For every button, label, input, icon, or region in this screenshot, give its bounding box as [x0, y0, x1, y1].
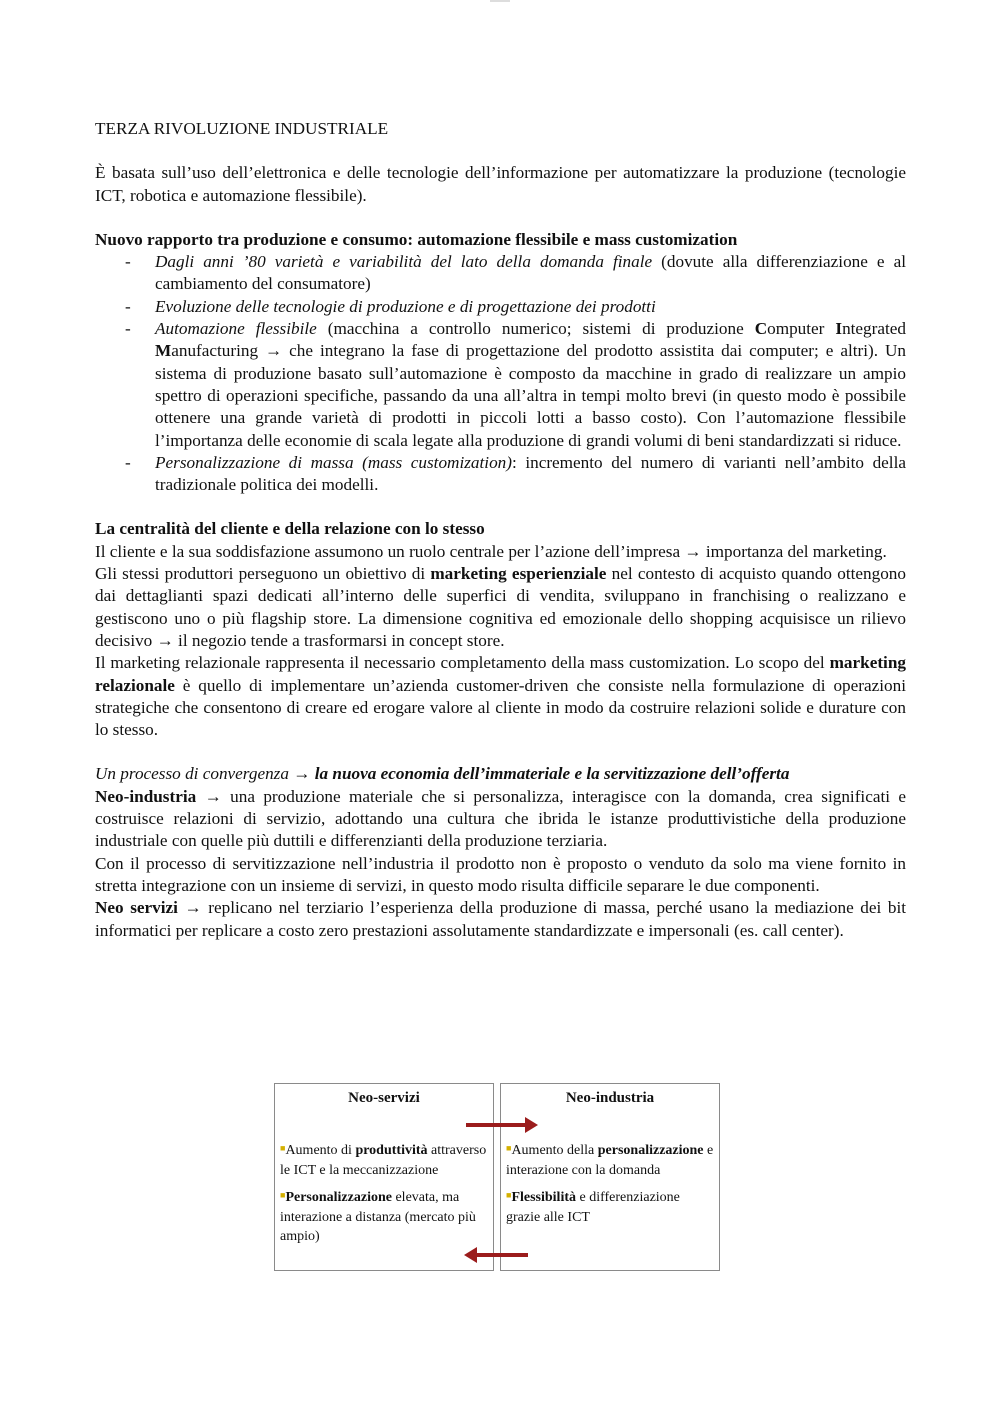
- header-mark: [490, 0, 510, 2]
- arrow-left-icon: [476, 1253, 528, 1257]
- bullet-item: ■Flessibilità e differenziazione grazie alle ICT: [506, 1190, 680, 1225]
- paragraph: Neo-industria → una produzione materiale che si personalizza, interagisce con la domanda, crea significati e costruisce relazioni di servizio, adottando una cultura che ibrida le istanze produttivistiche della produzione industriale con quelle più duttili e differenzianti della produzione terziaria.: [95, 786, 906, 851]
- bullet-list: [95, 251, 906, 496]
- bullet-dot-icon: ■: [506, 1190, 512, 1200]
- neo-services-industry-diagram: [274, 1083, 720, 1271]
- section-heading-convergence: Un processo di convergenza → la nuova economia dell’immateriale e la servitizzazione dell’offerta: [95, 764, 790, 784]
- paragraph: Neo servizi → replicano nel terziario l’esperienza della produzione di massa, perché usano la mediazione dei bit informatici per replicare a costo zero prestazioni assolutamente standardizzate e impersonali (es. call center).: [95, 898, 906, 940]
- intro-paragraph: È basata sull’uso dell’elettronica e delle tecnologie dell’informazione per automatizzare la produzione (tecnologie ICT, robotica e automazione flessibile).: [95, 163, 906, 205]
- dash-marker: -: [125, 296, 131, 316]
- dash-marker: -: [125, 319, 131, 339]
- document-page: [95, 118, 906, 942]
- arrow-right-icon: [466, 1123, 526, 1127]
- list-item: - Personalizzazione di massa (mass customization): incremento del numero di varianti nell’ambito della tradizionale politica dei modelli.: [125, 452, 906, 495]
- dash-marker: -: [125, 252, 131, 272]
- paragraph: Gli stessi produttori perseguono un obiettivo di marketing esperienziale nel contesto di acquisto quando ottengono dai dettaglianti spazi dedicati all’interno delle superfici di vendita, sviluppano in franchising o realizzano e gestiscono uno o più flagship store. La dimensione cognitiva ed emozionale dello shopping acquisisce un rilievo decisivo → il negozio tende a trasformarsi in concept store.: [95, 564, 906, 650]
- bullet-dot-icon: ■: [280, 1190, 286, 1200]
- bullet-dot-icon: ■: [280, 1143, 286, 1153]
- bullet-item: ■Aumento di produttività attraverso le ICT e la meccanizzazione: [280, 1143, 487, 1178]
- list-item: - Dagli anni ’80 varietà e variabilità del lato della domanda finale (dovute alla differenziazione e al cambiamento del consumatore): [125, 252, 906, 294]
- bullet-item: ■Aumento della personalizzazione e interazione con la domanda: [506, 1143, 714, 1178]
- bullet-dot-icon: ■: [506, 1143, 512, 1153]
- page-title: TERZA RIVOLUZIONE INDUSTRIALE: [95, 119, 389, 138]
- paragraph: Con il processo di servitizzazione nell’industria il prodotto non è proposto o venduto da solo ma viene fornito in stretta integrazione con un insieme di servizi, in questo modo risulta difficile separare le due componenti.: [95, 853, 906, 895]
- list-item: - Automazione flessibile (macchina a controllo numerico; sistemi di produzione Computer Integrated Manufacturing → che integrano la fase di progettazione del prodotto assistita dai computer; e altri). Un sistema di produzione basato sull’automazione è composto da macchine in grado di realizzare un ampio spettro di operazioni specifiche, passando da una all’altra in tempi molto brevi (in questo modo è possibile ottenere una grande varietà di prodotti in piccoli lotti a basso costo). Con l’automazione flessibile l’importanza delle economie di scala legate alla produzione di grandi volumi di beni standardizzati si riduce.: [125, 319, 907, 450]
- neo-servizi-box: [274, 1083, 494, 1271]
- list-item: - Evoluzione delle tecnologie di produzione e di progettazione dei prodotti: [95, 296, 906, 318]
- dash-marker: -: [125, 452, 131, 472]
- section-heading-customer-centrality: La centralità del cliente e della relazione con lo stesso: [95, 519, 485, 539]
- box-title: Neo-servizi: [348, 1090, 420, 1106]
- paragraph: Il marketing relazionale rappresenta il necessario completamento della mass customization. Lo scopo del marketing relazionale è quello di implementare un’azienda customer-driven che consiste nella formulazione di operazioni strategiche che consentono di creare ed erogare valore al cliente in modo da costruire relazioni solide e durature con lo stesso.: [95, 653, 906, 740]
- box-title: Neo-industria: [565, 1090, 655, 1106]
- section-heading-production-consumption: Nuovo rapporto tra produzione e consumo: automazione flessibile e mass customization: [95, 229, 738, 249]
- paragraph: Il cliente e la sua soddisfazione assumono un ruolo centrale per l’azione dell’impresa → importanza del marketing.: [95, 541, 887, 561]
- neo-industria-box: [500, 1083, 720, 1271]
- bullet-item: ■Personalizzazione elevata, ma interazione a distanza (mercato più ampio): [280, 1190, 476, 1244]
